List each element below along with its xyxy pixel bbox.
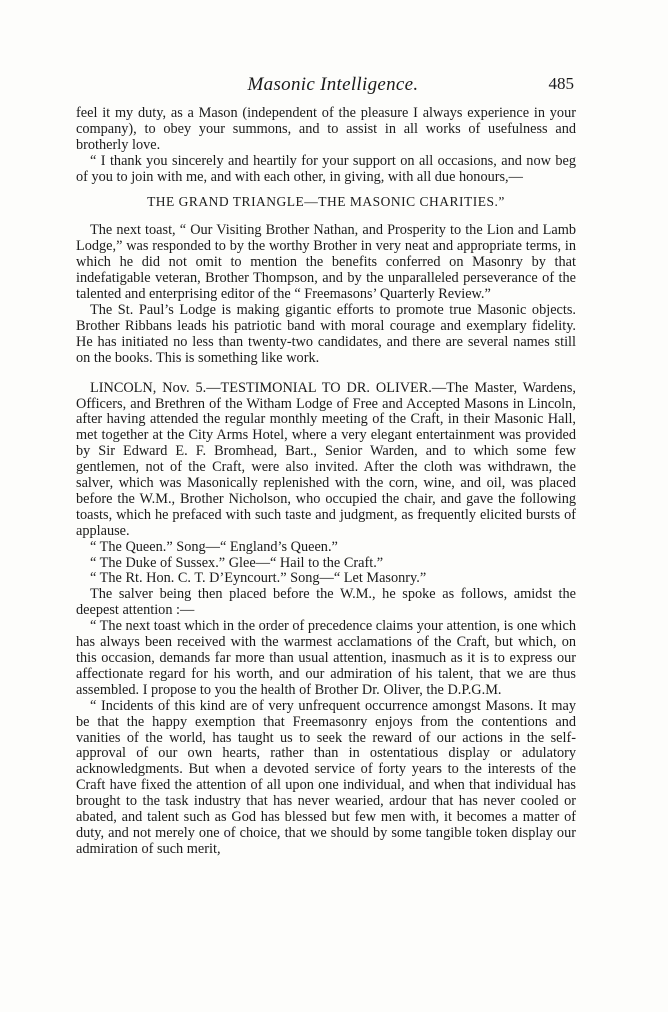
paragraph-salver: The salver being then placed before the W.M., he spoke as follows, amidst the deepest attention :— [76, 586, 576, 619]
paragraph-visiting-brother: The next toast, “ Our Visiting Brother Nathan, and Prosperity to the Lion and Lamb Lodge,” was responded to by the worthy Brother in very neat and appropriate terms, in which he did not omit to mention the benefits conferred on Masonry by that indefatigable veteran, Brother Thompson, and by the unparalleled perseverance of the talented and enterprising editor of the “ Freemasons’ Quarterly Review.” [76, 222, 576, 303]
toast-line: “ The Duke of Sussex.” Glee—“ Hail to the Craft.” [90, 554, 384, 571]
paragraph-lincoln-testimonial: LINCOLN, Nov. 5.—TESTIMONIAL TO DR. OLIVER.—The Master, Wardens, Officers, and Brethren of the Witham Lodge of Free and Accepted Masons in Lincoln, after having attended the regular monthly meeting of the Craft, in their Masonic Hall, met together at the City Arms Hotel, where a very elegant entertainment was provided by Sir Edward E. F. Bromhead, Bart., Senior Warden, and to which some few gentlemen, not of the Craft, were also invited. After the cloth was withdrawn, the salver, which was Masonically replenished with the corn, wine, and oil, was placed before the W.M., Brother Nicholson, who occupied the chair, and gave the following toasts, which he prefaced with such taste and judgment, as frequently elicited bursts of applause. [76, 379, 576, 539]
running-head [92, 74, 574, 98]
paragraph-speech-close: “ I thank you sincerely and heartily for your support on all occasions, and now beg of you to join with me, and with each other, in giving, with all due honours,— [76, 152, 576, 185]
paragraph-next-toast: “ The next toast which in the order of precedence claims your attention, is one which has always been received with the warmest acclamations of the Craft, but which, on this occasion, demands far more than usual attention, inasmuch as it is to express our affectionate regard for his worth, and our admiration of his talent, that we are thus assembled. I propose to you the health of Brother Dr. Oliver, the D.P.G.M. [76, 618, 576, 698]
paragraph-incidents: “ Incidents of this kind are of very unfrequent occurrence amongst Masons. It may be that the happy exemption that Freemasonry enjoys from the contentions and vanities of the world, has taught us to seek the reward of our actions in the self-approval of our own hearts, rather than in ostentatious display or adulatory acknowledgments. But when a devoted service of forty years to the interests of the Craft have fixed the attention of all upon one individual, and when that individual has brought to the task industry that has never wearied, ardour that has never cooled or abated, and talent such as God has blessed but few men with, it becomes a matter of duty, and not merely one of choice, that we should by some tangible token display our admiration of such merit, [76, 697, 576, 857]
toast-line: “ The Queen.” Song—“ England’s Queen.” [90, 538, 338, 555]
text-column [76, 106, 576, 858]
toast-heading: THE GRAND TRIANGLE—THE MASONIC CHARITIES.” [147, 193, 505, 209]
running-title: Masonic Intelligence. [247, 74, 419, 95]
page-number: 485 [548, 74, 574, 93]
toast-line: “ The Rt. Hon. C. T. D’Eyncourt.” Song—“ Let Masonry.” [90, 570, 427, 587]
paragraph-continuation: feel it my duty, as a Mason (independent of the pleasure I always experience in your company), to obey your summons, and to assist in all works of usefulness and brotherly love. [76, 105, 576, 153]
paragraph-st-pauls-lodge: The St. Paul’s Lodge is making gigantic efforts to promote true Masonic objects. Brother Ribbans leads his patriotic band with moral courage and exemplary fidelity. He has initiated no less than twenty-two candidates, and there are several names still on the books. This is something like work. [76, 301, 576, 366]
